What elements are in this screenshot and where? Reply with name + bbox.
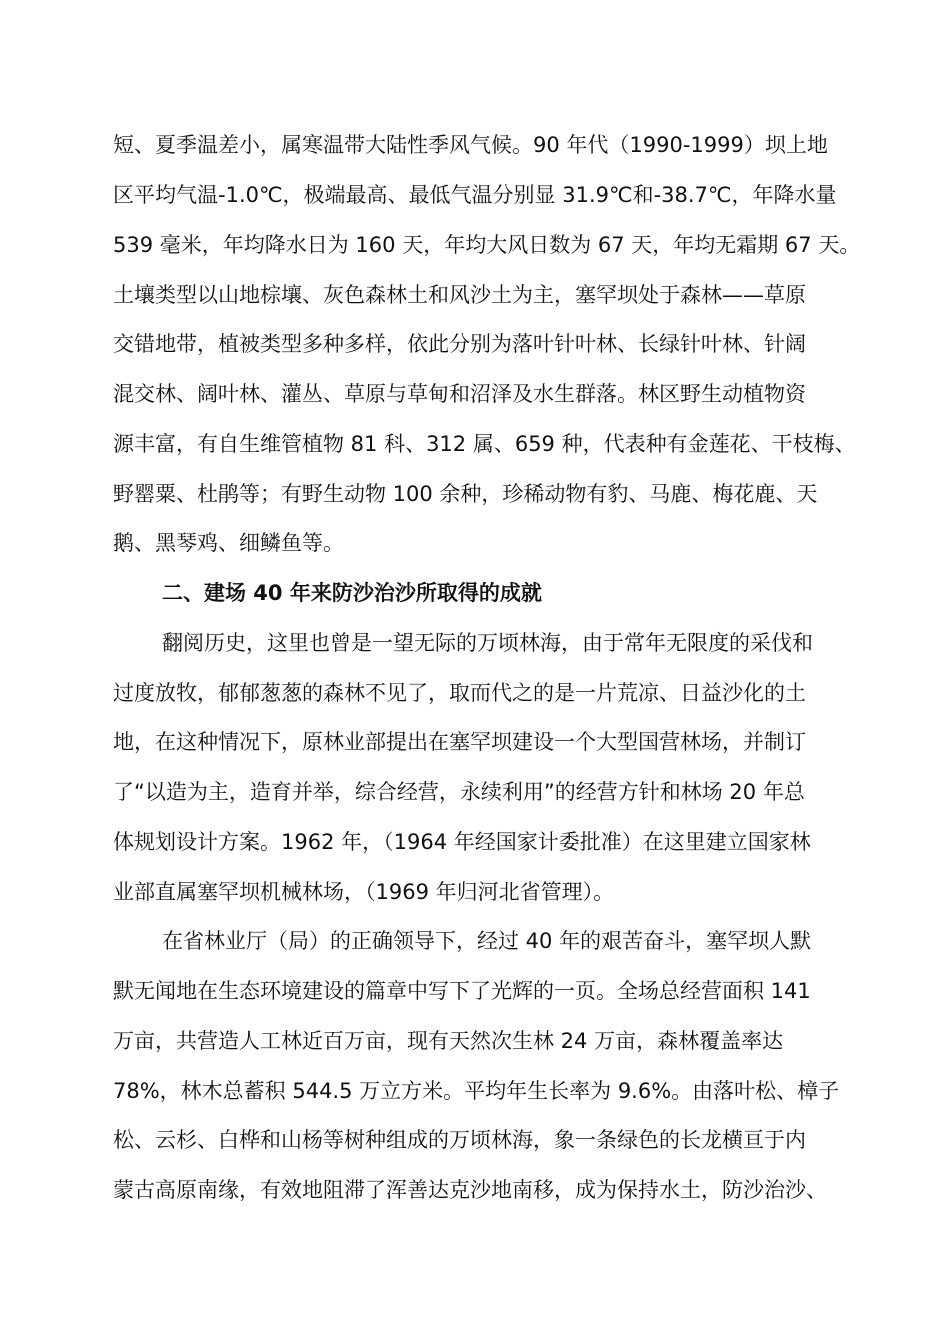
- text-line: 了“以造为主，造育并举，综合经营，永续利用”的经营方针和林场 20 年总: [113, 780, 805, 804]
- text-line: 松、云杉、白桦和山杨等树种组成的万顷林海，象一条绿色的长龙横亘于内: [113, 1128, 806, 1152]
- text-line: 翻阅历史，这里也曾是一望无际的万顷林海，由于常年无限度的采伐和: [162, 631, 813, 655]
- text-line: 短、夏季温差小，属寒温带大陆性季风气候。90 年代（1990-1999）坝上地: [113, 133, 828, 157]
- section-heading: 二、建场 40 年来防沙治沙所取得的成就: [162, 581, 542, 605]
- text-line: 野罂粟、杜鹃等；有野生动物 100 余种，珍稀动物有豹、马鹿、梅花鹿、天: [113, 482, 818, 506]
- text-line: 万亩，共营造人工林近百万亩，现有天然次生林 24 万亩，森林覆盖率达: [113, 1029, 784, 1053]
- text-line: 源丰富，有自生维管植物 81 科、312 属、659 种，代表种有金莲花、干枝梅、: [113, 432, 856, 456]
- text-line: 地，在这种情况下，原林业部提出在塞罕坝建设一个大型国营林场，并制订: [113, 730, 806, 754]
- text-line: 过度放牧，郁郁葱葱的森林不见了，取而代之的是一片荒凉、日益沙化的土: [113, 681, 806, 705]
- text-line: 在省林业厅（局）的正确领导下，经过 40 年的艰苦奋斗，塞罕坝人默: [162, 929, 812, 953]
- text-line: 78%，林木总蓄积 544.5 万立方米。平均年生长率为 9.6%。由落叶松、樟子: [113, 1079, 840, 1103]
- text-line: 体规划设计方案。1962 年，（1964 年经国家计委批准）在这里建立国家林: [113, 830, 811, 854]
- text-line: 蒙古高原南缘，有效地阻滞了浑善达克沙地南移，成为保持水土，防沙治沙、: [113, 1178, 827, 1202]
- text-line: 混交林、阔叶林、灌丛、草原与草甸和沼泽及水生群落。林区野生动植物资: [113, 382, 806, 406]
- text-line: 交错地带，植被类型多种多样，依此分别为落叶针叶林、长绿针叶林、针阔: [113, 332, 806, 356]
- text-line: 区平均气温-1.0℃，极端最高、最低气温分别显 31.9℃和-38.7℃，年降水量: [113, 183, 837, 207]
- text-line: 业部直属塞罕坝机械林场，（1969 年归河北省管理）。: [113, 880, 615, 904]
- text-line: 鹅、黑琴鸡、细鳞鱼等。: [113, 531, 344, 555]
- text-line: 土壤类型以山地棕壤、灰色森林土和风沙土为主，塞罕坝处于森林——草原: [113, 283, 806, 307]
- text-line: 539 毫米，年均降水日为 160 天，年均大风日数为 67 天，年均无霜期 67 天。: [113, 233, 861, 257]
- text-line: 默无闻地在生态环境建设的篇章中写下了光辉的一页。全场总经营面积 141: [113, 979, 811, 1003]
